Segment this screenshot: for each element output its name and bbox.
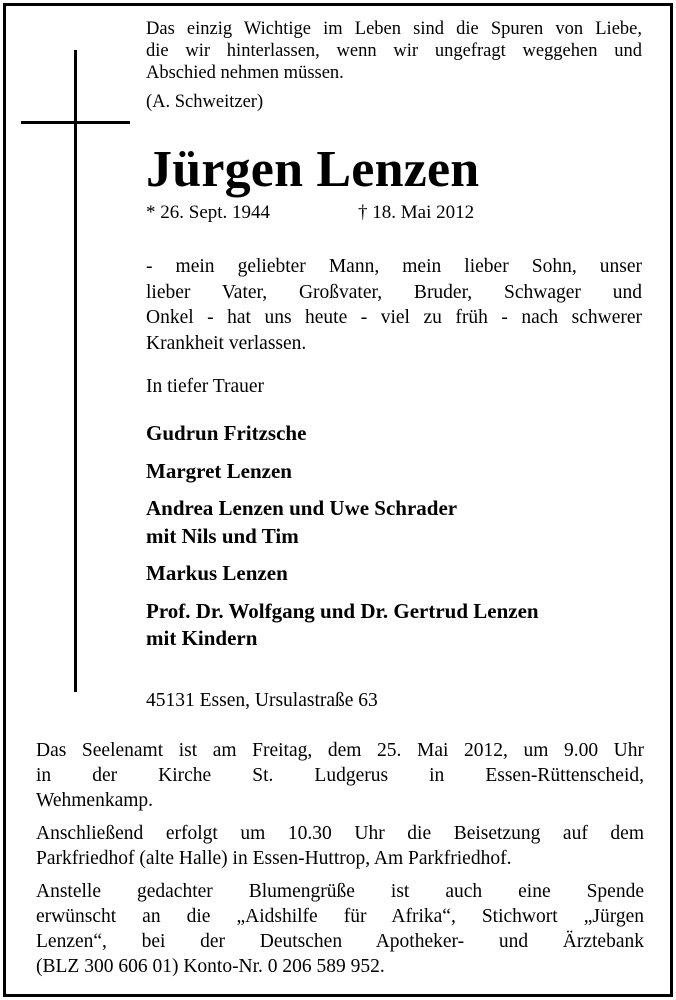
mourner-entry [146,420,642,448]
mourners-list [146,420,642,663]
mourner-line: Margret Lenzen [146,458,292,483]
burial-notice [36,821,644,871]
notice-line: Anschließend erfolgt um 10.30 Uhr die Beisetzung auf dem [36,823,644,844]
mourner-line: Gudrun Fritzsche [146,421,307,445]
mourner-entry [146,458,642,486]
mourner-entry [146,598,642,653]
mourner-entry [146,495,642,550]
life-dates [146,201,475,225]
family-address: 45131 Essen, Ursulastraße 63 [146,690,378,711]
notice-line: Anstelle gedachter Blumengrüße ist auch eine Spende [36,881,644,902]
memorial-quote [146,18,642,113]
cross-icon-vertical-bar [74,50,77,692]
mourner-line: Markus Lenzen [146,561,288,585]
mourner-entry [146,560,642,588]
announcement-line: Krankheit verlassen. [146,332,307,354]
mourner-line: mit Kindern [146,626,258,650]
deceased-name: Jürgen Lenzen [146,141,480,198]
requiem-notice [36,738,644,813]
donation-notice [36,879,644,979]
notice-line: in der Kirche St. Ludgerus in Essen-Rüttenscheid, [36,765,644,786]
mourner-line: Prof. Dr. Wolfgang und Dr. Gertrud Lenzen [146,598,539,623]
mourning-phrase: In tiefer Trauer [146,376,265,397]
funeral-notices [36,738,644,987]
quote-line: Das einzig Wichtige im Leben sind die Spuren von Liebe, [146,19,642,39]
quote-line: die wir hinterlassen, wenn wir ungefragt weggehen und [146,41,642,61]
notice-line: Parkfriedhof (alte Halle) in Essen-Huttrop, Am Parkfriedhof. [36,848,512,869]
announcement-line: lieber Vater, Großvater, Bruder, Schwager und [146,281,642,303]
mourner-line: Andrea Lenzen und Uwe Schrader [146,496,458,520]
birth-date: * 26. Sept. 1944 [146,202,271,223]
announcement-line: Onkel - hat uns heute - viel zu früh - nach schwerer [146,307,642,328]
announcement-line: - mein geliebter Mann, mein lieber Sohn, unser [146,256,642,277]
notice-line: erwünscht an die „Aidshilfe für Afrika“, Stichwort „Jürgen [36,906,644,927]
notice-line: Das Seelenamt ist am Freitag, dem 25. Mai 2012, um 9.00 Uhr [36,740,644,761]
quote-author: (A. Schweitzer) [146,92,264,112]
notice-line: Wehmenkamp. [36,790,154,811]
quote-line: Abschied nehmen müssen. [146,63,344,83]
notice-line: (BLZ 300 606 01) Konto-Nr. 0 206 589 952. [36,956,385,977]
cross-icon-horizontal-bar [21,121,130,124]
notice-line: Lenzen“, bei der Deutschen Apotheker- und Ärztebank [36,931,644,952]
death-date: † 18. Mai 2012 [358,202,475,223]
mourner-line: mit Nils und Tim [146,523,299,548]
announcement-text [146,254,642,356]
